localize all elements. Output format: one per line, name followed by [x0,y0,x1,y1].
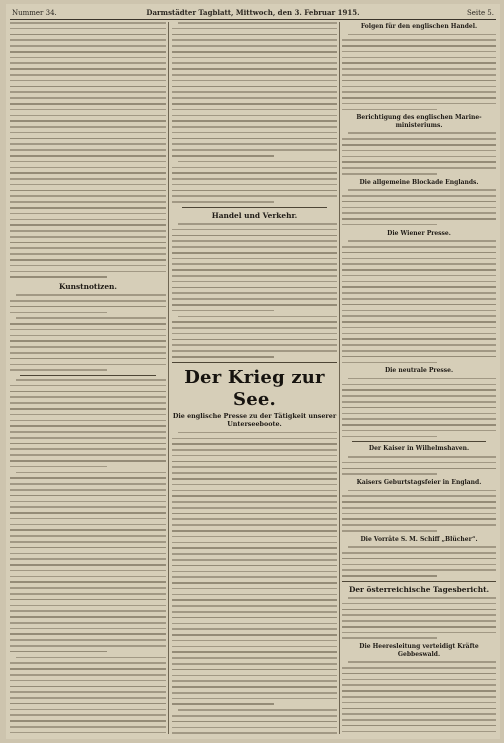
article-body [342,240,496,363]
column-1 [10,22,166,734]
article-body [10,379,166,734]
article-body [342,546,496,577]
newspaper-page [6,4,500,739]
issue-number: Nummer 34. [12,9,57,17]
masthead [10,7,496,20]
column-rule [168,22,169,734]
column-rule [339,22,340,734]
column-3 [342,22,496,734]
section-headline: Die Heeresleitung verteidigt Kräfte Gebbeswald. [359,643,479,658]
main-subheadline: Die englische Presse zu der Tätigkeit unserer Unterseeboote. [172,411,337,428]
page-number: Seite 5. [466,9,494,17]
article-body [172,22,337,203]
article-body [342,490,496,532]
divider [172,362,337,363]
article-body [10,22,166,278]
section-headline: Kaisers Geburtstagsfeier in England. [356,479,482,487]
section-headline: Die allgemeine Blockade Englands. [359,178,479,186]
section-headline: Handel und Verkehr. [211,211,298,220]
section-headline: Berichtigung des englischen Marine-ministeriums. [356,114,482,129]
section-headline: Die neutrale Presse. [384,367,454,375]
section-headline: Kunstnotizen. [59,282,117,292]
section-headline: Der Kaiser in Wilhelmshaven. [368,445,470,453]
divider [342,581,496,582]
article-body [342,189,496,225]
article-body [342,597,496,639]
article-body [342,378,496,437]
article-body [10,294,166,371]
article-body [342,132,496,174]
article-body [342,34,496,111]
article-body [172,432,337,734]
section-headline: Folgen für den englischen Handel. [360,23,478,30]
article-body [342,661,496,734]
main-headline: Der Krieg zur See. [184,366,325,410]
column-2 [172,22,337,734]
article-body [342,456,496,475]
section-headline: Der österreichische Tagesbericht. [348,585,490,594]
divider [20,375,156,376]
divider [182,207,327,208]
paper-title: Darmstädter Tagblatt, Mittwoch, den 3. Februar 1915. [146,8,360,17]
section-headline: Die Vorräte S. M. Schiff „Blücher“. [360,535,478,543]
article-body [172,223,337,358]
section-headline: Die Wiener Presse. [387,229,451,237]
divider [352,441,486,442]
